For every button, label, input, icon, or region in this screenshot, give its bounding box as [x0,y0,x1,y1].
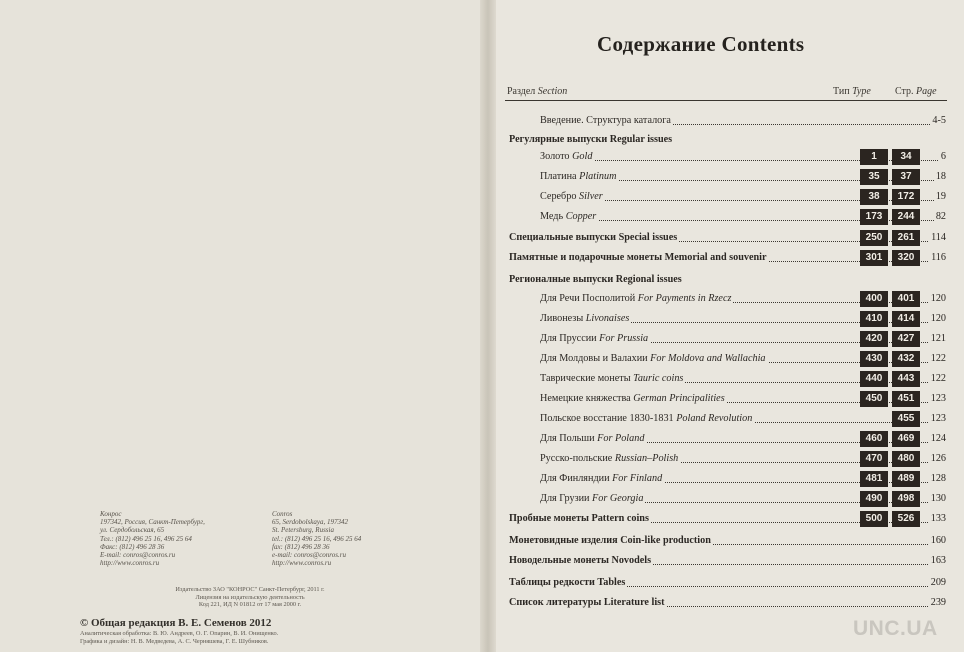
toc-page-number: 120 [930,313,946,324]
type-from-box: 420 [860,331,888,347]
imprint-line: fax: (812) 496 28 36 [272,542,330,551]
toc-entry-en: Copper [565,211,597,222]
header-section-ru: Раздел [507,86,536,97]
toc-entry [509,574,946,592]
toc-entry-en: For Moldova and Wallachia [650,353,766,364]
toc-entry [540,310,946,328]
type-from-box: 470 [860,451,888,467]
toc-entry-label [509,232,679,243]
toc-entry-label [509,513,651,524]
toc-entry-ru: Медь [540,211,564,222]
toc-entry-en: Poland Revolution [676,413,753,424]
imprint-line: http://www.conros.ru [100,559,160,568]
toc-entry-ru: Золото [540,151,570,162]
toc-page-number: 6 [940,151,946,162]
toc-entry [540,168,946,186]
type-to-box: 451 [892,391,920,407]
publisher-line: Код 221, ИД N 01812 от 17 мая 2000 г. [198,601,302,608]
toc-entry-label [540,211,598,222]
credit-line: Графика и дизайн: Н. В. Медведева, А. С. Черняшева, Г. Е. Шубников. [80,637,269,645]
type-from-box: 250 [860,230,888,246]
toc-entry-ru: Регионалные выпуски [509,274,614,285]
imprint-line: http://www.conros.ru [272,559,332,568]
toc-page-number: 128 [930,473,946,484]
type-from-box: 450 [860,391,888,407]
type-to-box: 320 [892,250,920,266]
toc-entry-en: For Payments in Rzecz [637,293,732,304]
type-to-box: 489 [892,471,920,487]
toc-entry-en: For Georgia [592,493,644,504]
toc-page-number: 19 [935,191,946,202]
imprint-line: 197342, Россия, Санкт-Петербург, [100,518,205,527]
toc-page-number: 130 [930,493,946,504]
type-to-box: 432 [892,351,920,367]
toc-entry [540,188,946,206]
toc-page-number: 239 [930,597,946,608]
type-from-box: 1 [860,149,888,165]
toc-entry-label [540,353,768,364]
type-to-box: 34 [892,149,920,165]
toc-entry-label [540,151,594,162]
general-editor: © Общая редакция В. Е. Семенов 2012 [80,617,272,629]
toc-entry-label [540,493,645,504]
type-from-box: 481 [860,471,888,487]
header-page [895,86,937,97]
toc-entry-en: Tables [597,577,626,588]
toc-page-number: 82 [935,211,946,222]
toc-entry-en: Gold [572,151,593,162]
imprint-line: Конрос [100,510,122,518]
type-to-box: 244 [892,209,920,225]
imprint-line: Факс: (812) 496 28 36 [100,542,165,551]
type-from-box: 430 [860,351,888,367]
imprint-line: 65, Serdobolskaya, 197342 [272,518,348,527]
header-section-en: Section [537,86,568,97]
toc-entry [540,290,946,308]
toc-page-number: 160 [930,535,946,546]
toc-page-number: 126 [930,453,946,464]
publisher-line: Издательство ЗАО "КОНРОС" Санкт-Петербург, 2011 г. [175,586,325,593]
type-to-box: 261 [892,230,920,246]
type-from-box: 38 [860,189,888,205]
type-to-box: 401 [892,291,920,307]
toc-entry-en: For Prussia [599,333,649,344]
toc-page-number: 122 [930,353,946,364]
toc-entry-ru: Ливонезы [540,313,584,324]
toc-entry [540,430,946,448]
publisher-license [120,586,380,609]
toc-page-number: 123 [930,393,946,404]
imprint-russian [100,510,270,567]
toc-entry-label [540,293,733,304]
toc-entry-label [509,274,684,285]
toc-entry-en: Coin-like production [620,535,711,546]
toc-entry [540,148,946,166]
toc-entry-ru: Для Финляндии [540,473,610,484]
toc-page-number: 18 [935,171,946,182]
toc-entry [540,390,946,408]
toc-entry-en: Regular issues [609,134,673,145]
toc-entry-en: Russian–Polish [614,453,679,464]
toc-entry-label [509,577,627,588]
toc-entry-label [540,313,631,324]
toc-entry-en: Regional issues [615,274,682,285]
type-to-box: 37 [892,169,920,185]
toc-entry [509,229,946,247]
toc-entry-ru: Для Польши [540,433,595,444]
toc-entry [540,370,946,388]
toc-entry-ru: Русско-польские [540,453,613,464]
toc-entry-ru: Серебро [540,191,577,202]
type-from-box: 440 [860,371,888,387]
toc-entry [509,271,946,289]
toc-entry [509,532,946,550]
imprint-line: e-mail: conros@conros.ru [272,551,346,560]
toc-page-number: 114 [931,232,946,243]
toc-page-number: 123 [930,413,946,424]
toc-page-number: 4-5 [932,115,946,126]
header-rule [505,100,947,101]
toc-entry [540,350,946,368]
toc-entry-label [540,413,754,424]
toc-entry-label [540,453,680,464]
toc-entry-en: Platinum [579,171,617,182]
toc-entry-label [540,171,618,182]
toc-entry [540,208,946,226]
toc-entry-label [540,473,664,484]
toc-entry-en: Livonaises [585,313,630,324]
toc-page-number: 116 [931,252,946,263]
toc-entry-ru: Таврические монеты [540,373,631,384]
toc-entry-label [509,252,769,263]
toc-page-number: 124 [930,433,946,444]
toc-entry-ru: Для Грузии [540,493,590,504]
toc-entry [509,552,946,570]
toc-entry [540,410,946,428]
type-from-box: 490 [860,491,888,507]
type-from-box: 35 [860,169,888,185]
toc-entry-ru: Для Молдовы и Валахии [540,353,648,364]
toc-entry [540,490,946,508]
publisher-line: Лицензия на издательскую деятельность [195,593,305,601]
imprint-line: tel.: (812) 496 25 16, 496 25 64 [272,534,362,543]
toc-entry-en: For Finland [612,473,663,484]
toc-page-number: 120 [930,293,946,304]
header-type [833,86,871,97]
type-to-box: 427 [892,331,920,347]
toc-entry-en: Pattern coins [591,513,649,524]
type-to-box: 480 [892,451,920,467]
toc-entry-en: Memorial and souvenir [664,252,767,263]
toc-entry-label [509,597,667,608]
toc-entry-en: Literature list [603,597,665,608]
toc-entry [540,330,946,348]
toc-page-number: 163 [930,555,946,566]
toc-entry [509,131,946,149]
toc-entry-label [540,333,650,344]
watermark: UNC.UA [853,617,938,640]
toc-entry-ru: Для Речи Посполитой [540,293,636,304]
imprint-line: E-mail: conros@conros.ru [100,551,176,560]
imprint-line: ул. Сердобольская, 65 [100,526,165,535]
toc-entry-ru: Немецкие княжества [540,393,631,404]
type-from-box: 301 [860,250,888,266]
toc-entry-ru: Памятные и подарочные монеты [509,252,663,263]
toc-page-number: 133 [930,513,946,524]
header-page-en: Page [916,86,937,97]
type-to-box: 414 [892,311,920,327]
toc-entry [509,249,946,267]
toc-entry-ru: Для Пруссии [540,333,597,344]
toc-entry-ru: Новодельные монеты [509,555,609,566]
toc-entry [509,594,946,612]
toc-entry-en: German Principalities [633,393,725,404]
credit-line: Аналитическая обработка: В. Ю. Андреев, О. Г. Опарин, В. И. Онищенко. [80,630,279,637]
contents-title: Содержание Contents [597,32,805,56]
type-from-box: 460 [860,431,888,447]
toc-entry-ru: Платина [540,171,577,182]
toc-page-number: 122 [930,373,946,384]
header-type-ru: Тип [833,86,850,97]
header-section [507,86,567,97]
toc-entry-ru: Регулярные выпуски [509,134,608,145]
toc-entry [540,450,946,468]
toc-entry-en: For Poland [597,433,645,444]
toc-entry-ru: Специальные выпуски [509,232,617,243]
toc-entry [540,112,946,130]
imprint-line: St. Petersburg, Russia [272,526,334,535]
toc-entry-en: Novodels [611,555,652,566]
toc-entry-en: Tauric coins [633,373,684,384]
toc-entry-ru: Таблицы редкости [509,577,595,588]
type-from-box: 173 [860,209,888,225]
toc-entry [540,470,946,488]
type-to-box: 526 [892,511,920,527]
toc-entry [509,510,946,528]
toc-entry-label [540,115,673,126]
book-gutter [480,0,496,652]
toc-entry-en: Special issues [618,232,678,243]
toc-entry-label [509,134,674,145]
toc-entry-ru: Введение. Структура каталога [540,115,671,126]
credits-lines [80,630,410,645]
type-from-box: 410 [860,311,888,327]
type-to-box: 443 [892,371,920,387]
type-from-box: 400 [860,291,888,307]
toc-entry-label [540,393,727,404]
toc-entry-label [540,433,646,444]
header-page-ru: Стр. [895,86,914,97]
toc-entry-ru: Пробные монеты [509,513,589,524]
toc-entry-ru: Список литературы [509,597,602,608]
toc-entry-label [509,535,713,546]
toc-entry-label [540,191,605,202]
type-to-box: 498 [892,491,920,507]
toc-page-number: 209 [930,577,946,588]
toc-entry-label [540,373,685,384]
type-to-box: 455 [892,411,920,427]
toc-entry-label [509,555,653,566]
type-to-box: 469 [892,431,920,447]
toc-page-number: 121 [930,333,946,344]
type-from-box: 500 [860,511,888,527]
toc-entry-en: Silver [578,191,603,202]
imprint-line: Тел.: (812) 496 25 16, 496 25 64 [100,534,192,543]
toc-entry-ru: Польское восстание 1830-1831 [540,413,674,424]
type-to-box: 172 [892,189,920,205]
imprint-line: Conros [272,510,293,518]
imprint-english [272,510,442,567]
toc-entry-ru: Монетовидные изделия [509,535,618,546]
credits-block [80,617,410,645]
header-type-en: Type [852,86,871,97]
